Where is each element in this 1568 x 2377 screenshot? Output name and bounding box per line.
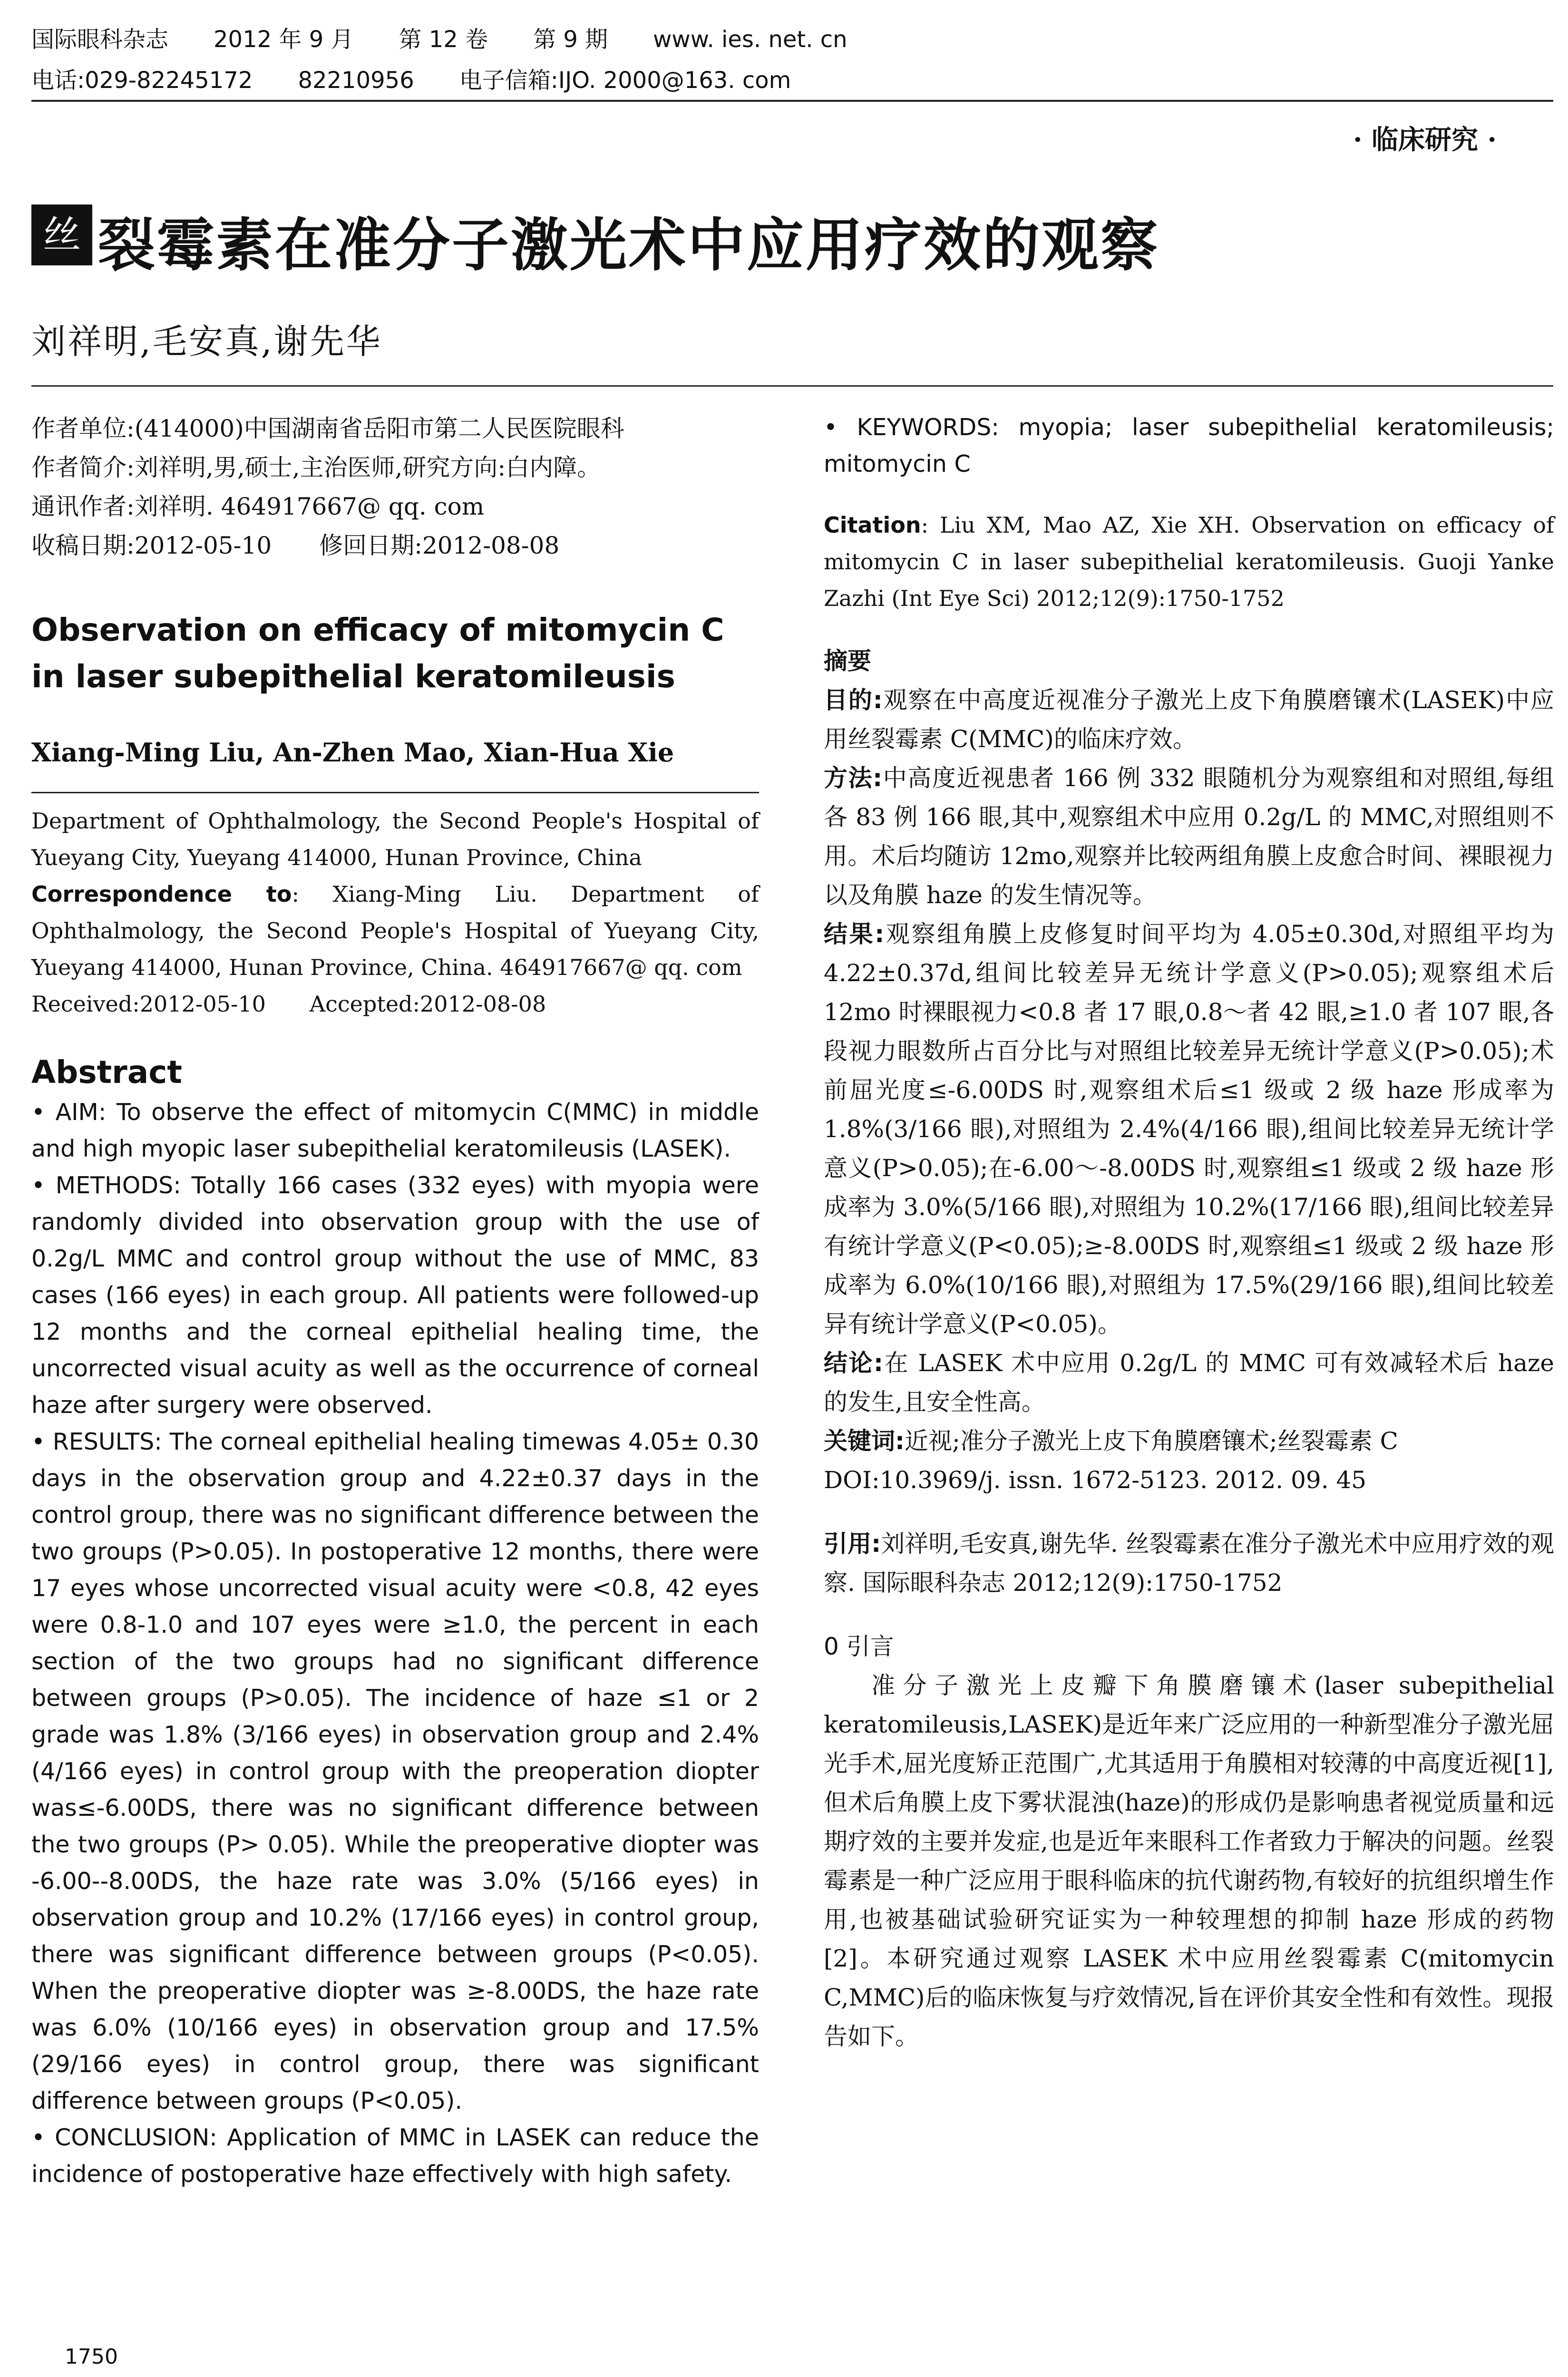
header-divider	[31, 100, 1553, 102]
summary-conclusion	[824, 1344, 1554, 1422]
summary-aim	[824, 681, 1554, 759]
summary-aim-text: 观察在中高度近视准分子激光上皮下角膜磨镶术(LASEK)中应用丝裂霉素 C(MMC)的临床疗效。	[824, 686, 1554, 753]
authors-chinese: 刘祥明,毛安真,谢先华	[31, 321, 382, 361]
website-link[interactable]: www. ies. net. cn	[653, 26, 847, 53]
author-unit: 作者单位:(414000)中国湖南省岳阳市第二人民医院眼科	[31, 415, 624, 442]
author-profile: 作者简介:刘祥明,男,硕士,主治医师,研究方向:白内障。	[31, 454, 601, 481]
section-tag: · 临床研究 ·	[1353, 124, 1497, 156]
right-column	[824, 409, 1554, 2056]
journal-name: 国际眼科杂志	[31, 26, 169, 53]
summary-methods-text: 中高度近视患者 166 例 332 眼随机分为观察组和对照组,每组各 83 例 166 眼,其中,观察组术中应用 0.2g/L 的 MMC,对照组则不用。术后均随访 12mo,观察并比较两组角膜上皮愈合时间、裸眼视力以及角膜 haze 的发生情况等。	[824, 764, 1554, 909]
left-column	[31, 409, 759, 2192]
english-title: Observation on efficacy of mitomycin C in laser subepithelial keratomileusis	[31, 612, 724, 695]
email[interactable]: 电子信箱:IJO. 2000@163. com	[459, 67, 791, 94]
summary-results-text: 观察组角膜上皮修复时间平均为 4.05±0.30d,对照组平均为 4.22±0.37d,组间比较差异无统计学意义(P>0.05);观察组术后 12mo 时裸眼视力<0.8 者 17 眼,0.8～者 42 眼,≥1.0 者 107 眼,各段视力眼数所占百分比与对照组比较差异无统计学意义(P>0.05);术前屈光度≤-6.00DS 时,观察组术后≤1 级或 2 级 haze 形成率为 1.8%(3/166 眼),对照组为 2.4%(4/166 眼),组间比较差异无统计学意义(P>0.05);在-6.00～-8.00DS 时,观察组≤1 级或 2 级 haze 形成率为 3.0%(5/166 眼),对照组为 10.2%(17/166 眼),组间比较差异有统计学意义(P<0.05);≥-8.00DS 时,观察组≤1 级或 2 级 haze 形成率为 6.0%(10/166 眼),对照组为 17.5%(29/166 眼),组间比较差异有统计学意义(P<0.05)。	[824, 920, 1554, 1338]
abstract-aim: • AIM: To observe the effect of mitomycin C(MMC) in middle and high myopic laser subepithelial keratomileusis (LASEK).	[31, 1099, 759, 1162]
title-divider	[31, 385, 1553, 387]
journal-header-line2	[31, 62, 836, 95]
citation-label: Citation	[824, 512, 921, 538]
abstract-conclusion: • CONCLUSION: Application of MMC in LASEK can reduce the incidence of postoperative haze effectively with high safety.	[31, 2124, 759, 2188]
correspondence	[31, 876, 759, 986]
keywords-en: • KEYWORDS: myopia; laser subepithelial keratomileusis; mitomycin C	[824, 414, 1554, 477]
summary-aim-label: 目的:	[824, 686, 883, 714]
article-title: 裂霉素在准分子激光术中应用疗效的观察	[98, 213, 1159, 279]
english-authors: Xiang-Ming Liu, An-Zhen Mao, Xian-Hua Xie	[31, 737, 674, 768]
affiliation-divider	[31, 792, 759, 793]
abstract-results: • RESULTS: The corneal epithelial healing timewas 4.05± 0.30 days in the observation group and 4.22±0.37 days in the control group, there was no significant difference between the two groups (P>0.05). In postoperative 12 months, there were 17 eyes whose uncorrected visual acuity were <0.8, 42 eyes were 0.8-1.0 and 107 eyes were ≥1.0, the percent in each section of the two groups had no significant difference between groups (P>0.05). The incidence of haze ≤1 or 2 grade was 1.8% (3/166 eyes) in observation group and 2.4% (4/166 eyes) in control group with the preoperation diopter was≤-6.00DS, there was no significant difference between the two groups (P> 0.05). While the preoperative diopter was -6.00--8.00DS, the haze rate was 3.0% (5/166 eyes) in observation group and 10.2% (17/166 eyes) in control group, there was significant difference between groups (P<0.05). When the preoperative diopter was ≥-8.00DS, the haze rate was 6.0% (10/166 eyes) in observation group and 17.5% (29/166 eyes) in control group, there was significant difference between groups (P<0.05).	[31, 1428, 759, 2114]
summary-methods-label: 方法:	[824, 764, 883, 792]
summary-keywords	[824, 1422, 1554, 1461]
summary-keywords-label: 关键词:	[824, 1427, 905, 1455]
issue: 第 9 期	[533, 26, 608, 53]
issue-date: 2012 年 9 月	[214, 26, 354, 53]
citation-en	[824, 507, 1554, 617]
journal-header-line1	[31, 21, 893, 54]
title-drop-cap-icon: 丝	[31, 205, 92, 265]
volume: 第 12 卷	[399, 26, 488, 53]
dates: 收稿日期:2012-05-10 修回日期:2012-08-08	[31, 532, 560, 559]
intro-paragraph: 准分子激光上皮瓣下角膜磨镶术(laser subepithelial keratomileusis,LASEK)是近年来广泛应用的一种新型准分子激光屈光手术,屈光度矫正范围广,尤其适用于角膜相对较薄的中高度近视[1],但术后角膜上皮下雾状混浊(haze)的形成仍是影响患者视觉质量和远期疗效的主要并发症,也是近年来眼科工作者致力于解决的问题。丝裂霉素是一种广泛应用于眼科临床的抗代谢药物,有较好的抗组织增生作用,也被基础试验研究证实为一种较理想的抑制 haze 形成的药物[2]。本研究通过观察 LASEK 术中应用丝裂霉素 C(mitomycin C,MMC)后的临床恢复与疗效情况,旨在评价其安全性和有效性。现报告如下。	[824, 1672, 1554, 2050]
corresponding-author: 通讯作者:刘祥明. 464917667@ qq. com	[31, 493, 485, 520]
summary-heading: 摘要	[824, 647, 871, 675]
intro-heading: 0 引言	[824, 1633, 894, 1660]
summary-methods	[824, 759, 1554, 915]
abstract-methods: • METHODS: Totally 166 cases (332 eyes) with myopia were randomly divided into observation group with the use of 0.2g/L MMC and control group without the use of MMC, 83 cases (166 eyes) in each group. All patients were followed-up 12 months and the corneal epithelial healing time, the uncorrected visual acuity as well as the occurrence of corneal haze after surgery were observed.	[31, 1172, 759, 1419]
citation-cn	[824, 1524, 1554, 1602]
department: Department of Ophthalmology, the Second People's Hospital of Yueyang City, Yueyang 414000, Hunan Province, China	[31, 808, 759, 870]
citation-text: : Liu XM, Mao AZ, Xie XH. Observation on efficacy of mitomycin C in laser subepithelial keratomileusis. Guoji Yanke Zazhi (Int Eye Sci) 2012;12(9):1750-1752	[824, 512, 1554, 611]
summary-keywords-text: 近视;准分子激光上皮下角膜磨镶术;丝裂霉素 C	[905, 1427, 1398, 1455]
summary-results	[824, 915, 1554, 1344]
received-accepted: Received:2012-05-10 Accepted:2012-08-08	[31, 991, 546, 1017]
summary-conclusion-text: 在 LASEK 术中应用 0.2g/L 的 MMC 可有效减轻术后 haze 的发生,且安全性高。	[824, 1349, 1554, 1416]
citation-cn-label: 引用:	[824, 1530, 881, 1558]
summary-results-label: 结果:	[824, 920, 885, 948]
page-number: 1750	[65, 2345, 118, 2369]
abstract-heading: Abstract	[31, 1054, 182, 1091]
phone: 电话:029-82245172	[31, 67, 253, 94]
correspondence-text: : Xiang-Ming Liu. Department of Ophthalmology, the Second People's Hospital of Yueyang City, Yueyang 414000, Hunan Province, China. 464917667@ qq. com	[31, 881, 759, 980]
doi: DOI:10.3969/j. issn. 1672-5123. 2012. 09. 45	[824, 1466, 1367, 1494]
correspondence-label: Correspondence to	[31, 881, 292, 907]
citation-cn-text: 刘祥明,毛安真,谢先华. 丝裂霉素在准分子激光术中应用疗效的观察. 国际眼科杂志 2012;12(9):1750-1752	[824, 1530, 1554, 1597]
summary-conclusion-label: 结论:	[824, 1349, 883, 1377]
phone2: 82210956	[298, 67, 414, 94]
